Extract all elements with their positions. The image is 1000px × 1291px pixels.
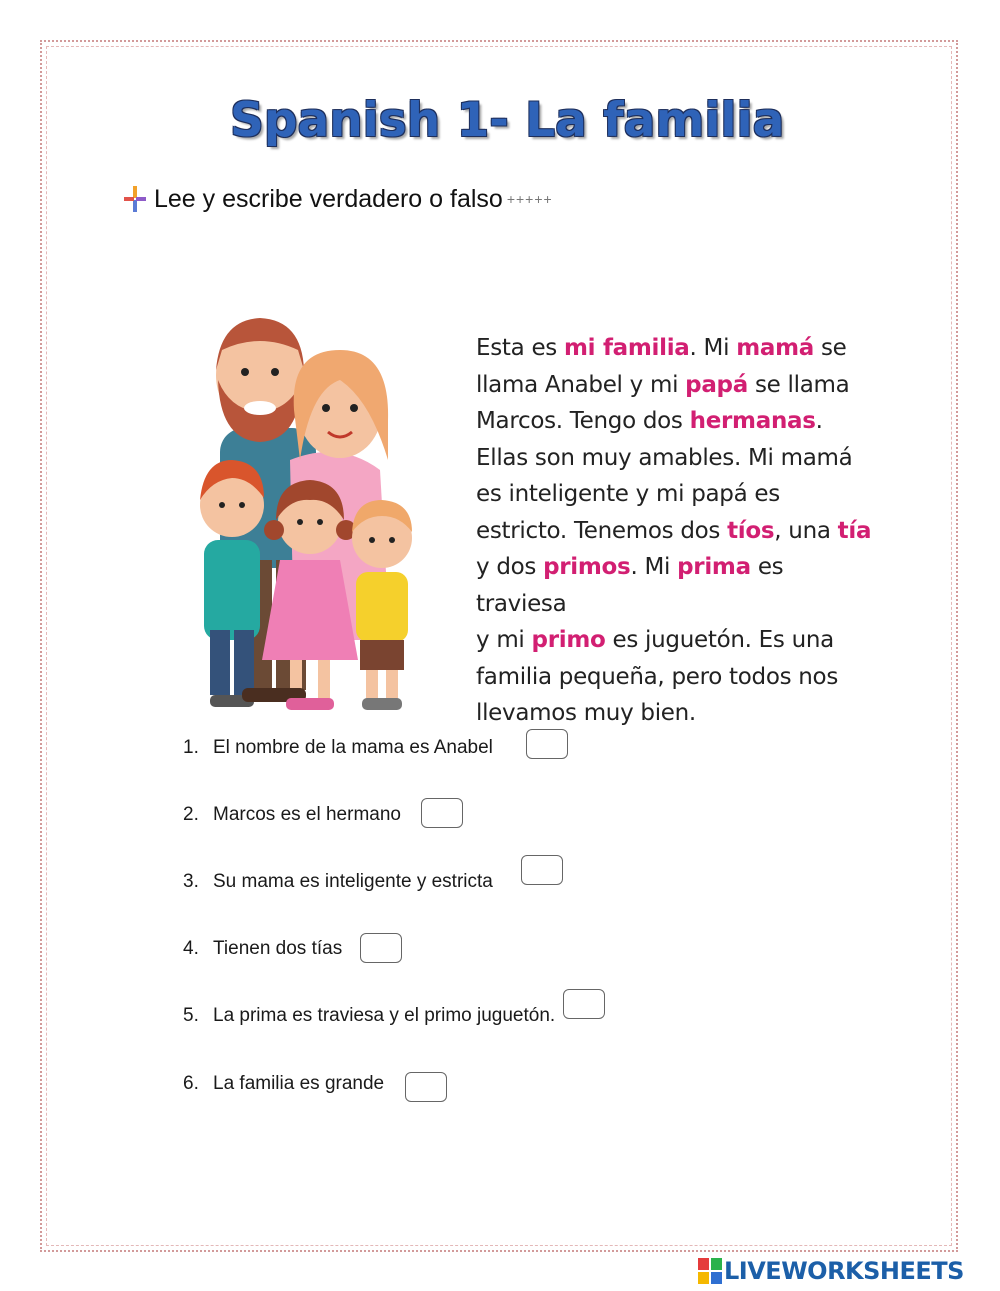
passage-text: familia pequeña, pero todos nos: [476, 663, 839, 690]
question-number: 4.: [183, 938, 199, 959]
question-item: [183, 864, 493, 900]
question-text: La prima es traviesa y el primo juguetón.: [213, 1005, 556, 1026]
passage-text: Marcos. Tengo dos: [476, 408, 690, 434]
passage-text: es inteligente y mi papá es: [476, 481, 780, 507]
question-number: 1.: [183, 737, 199, 758]
instruction-trail: +++++: [506, 191, 553, 207]
passage-text: . Mi: [689, 335, 737, 361]
question-text: El nombre de la mama es Anabel: [213, 737, 493, 758]
passage-line: [476, 695, 876, 732]
highlighted-word: primos: [543, 554, 631, 580]
question-text: Tienen dos tías: [213, 938, 343, 959]
question-item: [183, 730, 493, 766]
passage-line: [476, 659, 876, 696]
family-illustration: [190, 310, 430, 715]
highlighted-word: mi familia: [563, 335, 690, 361]
passage-text: y dos: [476, 554, 544, 580]
bullet-cross-icon: [124, 186, 146, 212]
highlighted-word: tía: [837, 517, 872, 544]
passage-text: se llama: [747, 371, 850, 398]
answer-box[interactable]: [526, 729, 568, 759]
answer-box[interactable]: [563, 989, 605, 1019]
passage-text: .: [815, 408, 823, 434]
answer-box[interactable]: [521, 855, 563, 885]
passage-text: se: [813, 335, 847, 361]
passage-line: [476, 440, 876, 477]
instruction-text: Lee y escribe verdadero o falso: [154, 184, 503, 213]
passage-line: [476, 476, 876, 513]
answer-box[interactable]: [421, 798, 463, 828]
liveworksheets-logo-icon: [698, 1258, 722, 1284]
passage-text: Ellas son muy amables. Mi mamá: [476, 444, 853, 471]
question-text: La familia es grande: [213, 1073, 385, 1094]
passage-line: [476, 549, 876, 622]
passage-line: [476, 622, 876, 659]
liveworksheets-logo-text: LIVEWORKSHEETS: [724, 1257, 964, 1285]
answer-box[interactable]: [360, 933, 402, 963]
highlighted-word: prima: [677, 554, 751, 580]
instruction-line: [124, 182, 553, 216]
passage-text: Esta es: [476, 335, 564, 361]
question-number: 2.: [183, 804, 199, 825]
question-text: Marcos es el hermano: [213, 804, 401, 825]
answer-box[interactable]: [405, 1072, 447, 1102]
passage-text: llevamos muy bien.: [476, 700, 696, 726]
liveworksheets-logo: [698, 1256, 964, 1286]
question-number: 6.: [183, 1073, 199, 1094]
highlighted-word: papá: [685, 371, 748, 398]
question-item: [183, 797, 401, 833]
worksheet-title: Spanish 1- La familia: [230, 93, 785, 148]
passage-text: es juguetón. Es una: [605, 627, 834, 653]
passage-text: , una: [774, 517, 838, 544]
question-number: 3.: [183, 871, 199, 892]
passage-text: . Mi: [630, 554, 678, 580]
passage-text: llama Anabel y mi: [476, 371, 686, 398]
question-item: [183, 931, 342, 967]
passage-line: [476, 403, 876, 440]
passage-text: estricto. Tenemos dos: [476, 517, 728, 544]
passage-text: y mi: [476, 627, 532, 653]
question-number: 5.: [183, 1005, 199, 1026]
passage-line: [476, 513, 876, 550]
passage-line: [476, 330, 876, 367]
highlighted-word: mamá: [736, 335, 814, 361]
highlighted-word: primo: [531, 627, 606, 653]
passage-line: [476, 367, 876, 404]
question-item: [183, 1066, 384, 1102]
question-item: [183, 998, 555, 1034]
passage-text: es traviesa: [476, 554, 784, 617]
reading-passage: [476, 330, 876, 732]
question-text: Su mama es inteligente y estricta: [213, 871, 493, 892]
highlighted-word: hermanas: [689, 408, 816, 434]
highlighted-word: tíos: [727, 517, 775, 544]
